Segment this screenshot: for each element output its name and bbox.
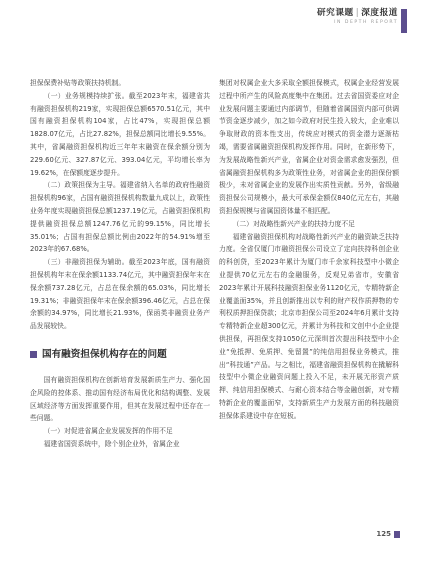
left-subheading: （一）对促进省属企业发展发挥的作用不足 (43, 427, 173, 436)
left-column (30, 77, 210, 451)
header-subtitle: IN DEPTH REPORT (334, 20, 398, 25)
header-title (317, 7, 398, 19)
right-column (219, 77, 399, 423)
running-header (317, 7, 398, 27)
left-paragraph: （二）政策担保为主导。福建省纳入名单的政府性融资担保机构96家，占国有融资担保机构数量九成以上，政策性业务年度实现融资担保总额1237.19亿元，占融资担保机构提供融资担保总额1247.76亿元的99.15%，同比增长35.01%；占国有担保总额比例由2022年的54.91%增至2023年的67.68%。 (30, 181, 210, 254)
header-separator: | (355, 8, 360, 18)
header-accent-bar (401, 9, 407, 33)
section-marker-icon (30, 351, 37, 358)
header-title-part2: 深度报道 (361, 8, 398, 18)
left-paragraph: （三）非融资担保为辅助。截至2023年底，国有融资担保机构年末在保余额1133.74亿元，其中融资担保年末在保余额737.28亿元，占总在保余额的65.03%，同比增长19.31%；非融资担保年末在保余额396.46亿元，占总在保余额的34.97%，同比增长21.93%，保函类非融资业务产品发展较快。 (30, 258, 210, 331)
left-paragraph: 担保保费补贴等政策扶持机制。 (30, 79, 126, 87)
section-heading (30, 348, 210, 362)
section-heading-text: 国有融资担保机构存在的问题 (42, 348, 167, 360)
page-number: 125 (376, 530, 391, 538)
header-title-part1: 研究课题 (316, 8, 354, 18)
right-paragraph: 福建省融资担保机构对战略性新兴产业的融资缺乏扶持力度。全省仅厦门市融资担保公司设立了定向扶持科创企业的科创贷，至2023年累计为厦门市千余家科技型中小微企业提供70亿元左右的金融服务，反观兄弟省市，安徽省2023年累计开展科技融资担保业务1120亿元，专精特新企业覆盖面35%，并且创新推出以专利的财产权作质押物的专利权质押担保贷款；北京市担保公司至2024年6月累计支持专精特新企业超300亿元，并累计为科技和文创中小企业提供担保，再担保支持1050亿元深圳首次提出科技型中小企业“免抵押、免质押、免留置”的纯信用担保业务模式，推出“科技通”产品。与之相比，福建省融资担保机构在撬解科技型中小微企业融资问题上投入不足，未开展无形资产质押、纯信用担保模式、与耐心资本结合等金融创新，对专精特新企业的覆盖面窄，支持新质生产力发展方面的科技融资担保体系建设中存在短板。 (219, 232, 399, 420)
page-number-marker-icon (394, 531, 400, 538)
right-paragraph: 集团对权属企业大多采取全额担保模式，权属企业经营发展过程中所产生的风险高度集中在集团。过去省国资委应对企业发展问题主要通过内部调节，但随着省属国资内部可供调节资金逐步减少，加之如今政府对民生投入较大，企业难以争取财政的资本性支出，传统应对模式的资金潜力逐渐枯竭，需要省属融资担保机构发挥作用。同时，在新形势下，为发展战略性新兴产业，省属企业对资金需求愈发强烈，但省属融资担保机构多为政策性业务，对省属企业的担保份额极少，未对省属企业的发展作出实质性贡献。另外，省级融资担保公司规模小，最大可承保金额仅840亿元左右，其融资担保规模与省属国资体量不相匹配。 (219, 79, 399, 215)
left-paragraph: （一）业务规模持续扩张。截至2023年末，福建省共有融资担保机构219家，实现担保总额6570.51亿元，其中国有融资担保机构104家，占比47%，实现担保总额1828.07亿元，占比27.82%，担保总额同比增长9.55%。其中，省属融资担保机构近三年年末融资在保余额分别为229.60亿元、327.87亿元、393.04亿元，平均增长率为19.62%，在保额度逐步提升。 (30, 91, 210, 177)
left-paragraph: 福建省国资系统中，除个别企业外，省属企业 (43, 439, 180, 448)
left-paragraph: 国有融资担保机构在创新培育发展新质生产力、强化国企风险的控体系、推动国有经济布局优化和结构调整、发展区域经济等方面发挥重要作用，但其在发展过程中还存在一些问题。 (30, 375, 210, 423)
right-subheading: （二）对战略性新兴产业的扶持力度不足 (232, 219, 355, 228)
